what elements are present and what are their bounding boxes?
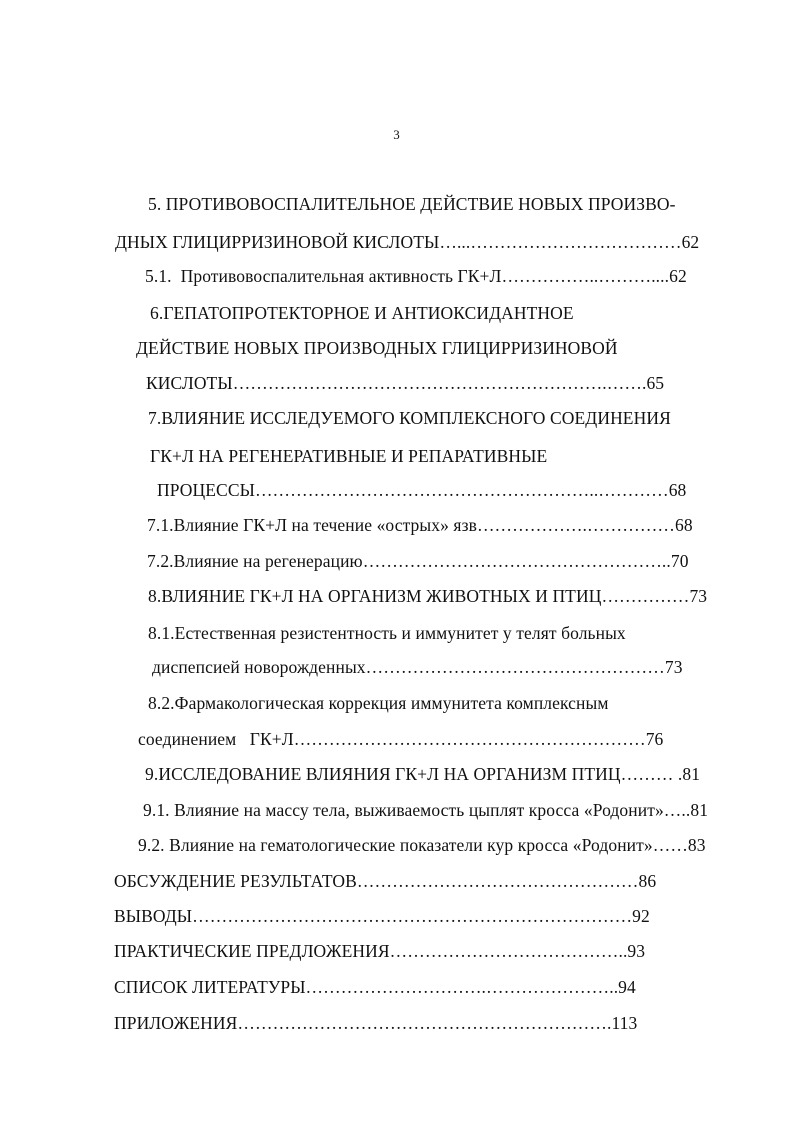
toc-text: 8.2.Фармакологическая коррекция иммунитета комплексным [148,693,609,713]
toc-line [0,622,793,644]
toc-text: 8.ВЛИЯНИЕ ГК+Л НА ОРГАНИЗМ ЖИВОТНЫХ И ПТИЦ……………73 [148,586,708,606]
toc-text: соединением ГК+Л……………………………………………………76 [138,729,664,749]
toc-text: ВЫВОДЫ…………………………………………………………………92 [114,906,650,926]
toc-line [0,976,793,998]
toc-line [0,407,793,429]
toc-text: 5. ПРОТИВОВОСПАЛИТЕЛЬНОЕ ДЕЙСТВИЕ НОВЫХ ПРОИЗВО- [148,194,676,214]
page-number: 3 [393,127,400,142]
toc-text: КИСЛОТЫ……………………………………………………….…….65 [146,373,665,393]
toc-line [0,1012,793,1034]
toc-text: 7.2.Влияние на регенерацию……………………………………………..70 [147,551,689,571]
toc-text: 7.1.Влияние ГК+Л на течение «острых» язв……………….……………68 [147,515,693,535]
toc-line [0,231,793,253]
toc-line [0,550,793,572]
toc-text: диспепсией новорожденных……………………………………………73 [152,657,683,677]
toc-line [0,265,793,287]
toc-line [0,905,793,927]
toc-line [0,940,793,962]
toc-text: 8.1.Естественная резистентность и иммунитет у телят больных [148,623,626,643]
toc-line [0,337,793,359]
toc-line [0,728,793,750]
toc-line [0,834,793,856]
toc-text: 9.ИССЛЕДОВАНИЕ ВЛИЯНИЯ ГК+Л НА ОРГАНИЗМ ПТИЦ……… .81 [145,764,701,784]
toc-text: 9.1. Влияние на массу тела, выживаемость цыплят кросса «Родонит»…..81 [143,800,709,820]
toc-text: ГК+Л НА РЕГЕНЕРАТИВНЫЕ И РЕПАРАТИВНЫЕ [150,446,548,466]
toc-text: ПРОЦЕССЫ…………………………………………………..…………68 [157,480,687,500]
toc-text: ОБСУЖДЕНИЕ РЕЗУЛЬТАТОВ…………………………………………86 [114,871,657,891]
toc-line [0,302,793,324]
toc-line [0,656,793,678]
toc-text: 7.ВЛИЯНИЕ ИССЛЕДУЕМОГО КОМПЛЕКСНОГО СОЕДИНЕНИЯ [148,408,671,428]
toc-line [0,799,793,821]
toc-text: ПРИЛОЖЕНИЯ……………………………………………………….113 [114,1013,638,1033]
toc-text: СПИСОК ЛИТЕРАТУРЫ………………………….…………………..94 [114,977,636,997]
toc-line [0,193,793,215]
toc-text: 5.1. Противовоспалительная активность ГК+Л……………..………....62 [145,266,687,286]
toc-line [0,514,793,536]
toc-text: ДЕЙСТВИЕ НОВЫХ ПРОИЗВОДНЫХ ГЛИЦИРРИЗИНОВОЙ [136,338,618,358]
toc-line [0,870,793,892]
toc-text: 6.ГЕПАТОПРОТЕКТОРНОЕ И АНТИОКСИДАНТНОЕ [150,303,574,323]
toc-line [0,372,793,394]
toc-line [0,479,793,501]
toc-line [0,445,793,467]
toc-text: ДНЫХ ГЛИЦИРРИЗИНОВОЙ КИСЛОТЫ…...………………………………62 [115,232,700,252]
toc-line [0,585,793,607]
toc-line [0,763,793,785]
toc-text: ПРАКТИЧЕСКИЕ ПРЕДЛОЖЕНИЯ…………………………………..93 [114,941,646,961]
toc-line [0,692,793,714]
toc-text: 9.2. Влияние на гематологические показатели кур кросса «Родонит»……83 [138,835,706,855]
